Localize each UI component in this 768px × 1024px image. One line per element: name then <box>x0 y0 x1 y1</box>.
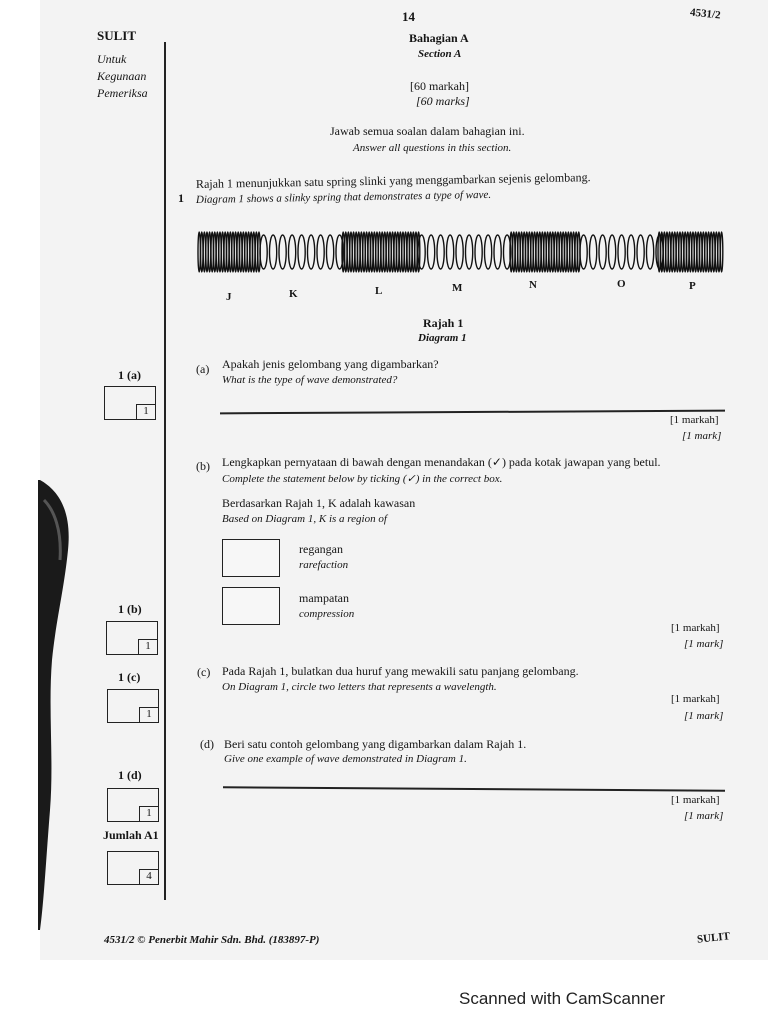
margin-label-1c: 1 (c) <box>118 670 141 684</box>
spring-coil <box>418 235 425 269</box>
sulit-header: SULIT <box>97 28 137 43</box>
footer-copyright: 4531/2 © Penerbit Mahir Sdn. Bhd. (183897-P) <box>104 934 320 946</box>
section-marks-en: [60 marks] <box>416 94 470 108</box>
spring-coil <box>485 235 492 269</box>
spring-coil <box>580 235 587 269</box>
question-number: 1 <box>178 191 184 205</box>
part-b-statement-ms: Berdasarkan Rajah 1, K adalah kawasan <box>222 496 416 510</box>
diagram-letter-p: P <box>689 280 696 292</box>
diagram-letter-l: L <box>375 285 383 297</box>
margin-divider <box>164 42 166 900</box>
examiner-box-total[interactable] <box>107 851 159 885</box>
part-c-label: (c) <box>197 665 211 679</box>
section-title-ms: Bahagian A <box>409 31 469 45</box>
part-d-label: (d) <box>200 737 214 751</box>
part-b-statement-en: Based on Diagram 1, K is a region of <box>222 513 387 525</box>
spring-coil <box>327 235 334 269</box>
spring-coil <box>656 235 663 269</box>
max-mark-1c: 1 <box>139 707 159 723</box>
spring-coil <box>647 235 654 269</box>
question-stem-en: Diagram 1 shows a slinky spring that demonstrates a type of wave. <box>195 188 492 206</box>
spring-coil <box>447 235 454 269</box>
max-mark-total: 4 <box>139 869 159 885</box>
spring-coil <box>599 235 606 269</box>
spring-coil <box>494 235 501 269</box>
diagram-letter-j: J <box>226 291 232 303</box>
spring-coil <box>289 235 296 269</box>
spring-coil <box>609 235 616 269</box>
spring-coil <box>456 235 463 269</box>
part-a-marks-ms: [1 markah] <box>670 414 719 426</box>
part-a-marks-en: [1 mark] <box>682 430 722 442</box>
diagram-letter-k: K <box>289 288 298 300</box>
spring-coil <box>270 235 277 269</box>
page-edge-shadow <box>38 470 78 940</box>
part-b-marks-ms: [1 markah] <box>671 622 720 634</box>
part-a-question-en: What is the type of wave demonstrated? <box>222 374 398 386</box>
section-instruction-ms: Jawab semua soalan dalam bahagian ini. <box>330 124 525 138</box>
max-mark-1a: 1 <box>136 404 156 420</box>
part-c-question-en: On Diagram 1, circle two letters that represents a wavelength. <box>222 681 497 693</box>
examiner-box-1a[interactable] <box>104 386 156 420</box>
diagram-caption-en: Diagram 1 <box>418 332 467 344</box>
compression-tick-box[interactable] <box>222 587 280 625</box>
spring-coil <box>590 235 597 269</box>
spring-coil <box>260 235 267 269</box>
spring-coil <box>298 235 305 269</box>
margin-label-1b: 1 (b) <box>118 602 142 616</box>
margin-label-total: Jumlah A1 <box>103 828 159 842</box>
option-compression-ms: mampatan <box>299 591 349 605</box>
diagram-letter-n: N <box>529 279 537 291</box>
margin-label-1d: 1 (d) <box>118 768 142 782</box>
part-b-marks-en: [1 mark] <box>684 638 724 650</box>
option-rarefaction-en: rarefaction <box>299 559 349 571</box>
diagram-letter-o: O <box>617 278 626 290</box>
spring-coil <box>317 235 324 269</box>
spring-coil <box>437 235 444 269</box>
part-d-question-en: Give one example of wave demonstrated in Diagram 1. <box>224 753 467 765</box>
part-d-marks-ms: [1 markah] <box>671 794 720 806</box>
section-marks-ms: [60 markah] <box>410 79 469 93</box>
margin-note-line1: Untuk <box>97 52 127 66</box>
part-a-question-ms: Apakah jenis gelombang yang digambarkan? <box>222 357 439 371</box>
option-rarefaction-ms: regangan <box>299 542 343 556</box>
page-number: 14 <box>402 9 415 24</box>
margin-note-line2: Kegunaan <box>97 69 147 83</box>
spring-coil <box>720 232 722 272</box>
examiner-box-1c[interactable] <box>107 689 159 723</box>
max-mark-1b: 1 <box>138 639 158 655</box>
part-b-question-ms: Lengkapkan pernyataan di bawah dengan menandakan (✓) pada kotak jawapan yang betul. <box>222 455 661 469</box>
spring-coil <box>308 235 315 269</box>
examiner-box-1d[interactable] <box>107 788 159 822</box>
part-a-label: (a) <box>196 362 210 376</box>
rarefaction-tick-box[interactable] <box>222 539 280 577</box>
spring-coil <box>618 235 625 269</box>
paper-code: 4531/2 <box>689 6 722 22</box>
diagram-caption-ms: Rajah 1 <box>423 316 464 330</box>
question-stem-ms: Rajah 1 menunjukkan satu spring slinki yang menggambarkan sejenis gelombang. <box>195 170 591 191</box>
max-mark-1d: 1 <box>139 806 159 822</box>
examiner-box-1b[interactable] <box>106 621 158 655</box>
spring-coil <box>466 235 473 269</box>
spring-coil <box>428 235 435 269</box>
slinky-spring-diagram <box>196 228 724 276</box>
diagram-letter-m: M <box>452 282 463 294</box>
part-c-marks-ms: [1 markah] <box>671 693 720 705</box>
part-c-marks-en: [1 mark] <box>684 710 724 722</box>
margin-label-1a: 1 (a) <box>118 368 141 382</box>
spring-coil <box>637 235 644 269</box>
footer-sulit: SULIT <box>696 930 731 946</box>
part-b-label: (b) <box>196 459 210 473</box>
spring-coil <box>475 235 482 269</box>
camscanner-watermark: Scanned with CamScanner <box>459 989 666 1008</box>
part-c-question-ms: Pada Rajah 1, bulatkan dua huruf yang mewakili satu panjang gelombang. <box>222 664 579 678</box>
part-d-marks-en: [1 mark] <box>684 810 724 822</box>
section-instruction-en: Answer all questions in this section. <box>353 142 512 154</box>
option-compression-en: compression <box>299 608 355 620</box>
margin-note-line3: Pemeriksa <box>97 86 148 100</box>
section-title-en: Section A <box>418 48 462 60</box>
part-b-question-en: Complete the statement below by ticking (✓) in the correct box. <box>222 473 503 485</box>
part-d-question-ms: Beri satu contoh gelombang yang digambarkan dalam Rajah 1. <box>224 737 527 751</box>
spring-coil <box>279 235 286 269</box>
spring-coil <box>628 235 635 269</box>
